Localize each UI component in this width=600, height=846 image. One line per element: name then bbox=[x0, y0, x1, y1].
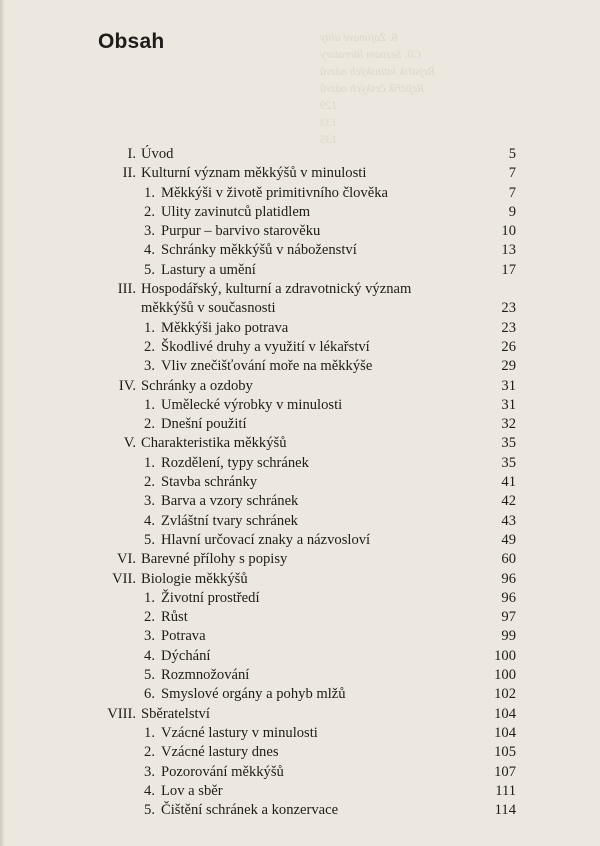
entry-number: III. bbox=[117, 281, 136, 298]
entry-page-number: 49 bbox=[501, 531, 516, 548]
entry-page-number: 35 bbox=[501, 435, 516, 452]
toc-chapter-entry bbox=[0, 705, 600, 724]
entry-number: 2. bbox=[144, 338, 155, 355]
toc-section-entry bbox=[0, 608, 600, 627]
entry-page-number: 13 bbox=[501, 242, 516, 259]
entry-page-number: 105 bbox=[494, 744, 516, 761]
entry-number: 5. bbox=[144, 667, 155, 684]
entry-page-number: 26 bbox=[501, 338, 516, 355]
toc-section-entry bbox=[0, 203, 600, 222]
toc-section-entry bbox=[0, 261, 600, 280]
toc-section-entry bbox=[0, 319, 600, 338]
entry-title: Vzácné lastury v minulosti bbox=[161, 724, 318, 741]
entry-title: Barva a vzory schránek bbox=[161, 493, 299, 510]
bleed-through-page: 135 bbox=[320, 134, 338, 146]
entry-title: Smyslové orgány a pohyb mlžů bbox=[161, 686, 346, 703]
entry-title: Charakteristika měkkýšů bbox=[141, 435, 287, 452]
toc-section-entry bbox=[0, 415, 600, 434]
entry-number: 2. bbox=[144, 416, 155, 433]
toc-section-entry bbox=[0, 241, 600, 260]
entry-number: 3. bbox=[144, 223, 155, 240]
toc-chapter-entry bbox=[0, 377, 600, 396]
toc-section-entry bbox=[0, 396, 600, 415]
entry-title: Kulturní význam měkkýšů v minulosti bbox=[141, 165, 367, 182]
entry-number: 2. bbox=[144, 609, 155, 626]
entry-page-number: 104 bbox=[494, 724, 516, 741]
entry-page-number: 100 bbox=[494, 667, 516, 684]
entry-page-number: 97 bbox=[501, 609, 516, 626]
entry-title: Měkkýši v životě primitivního člověka bbox=[161, 184, 388, 201]
entry-number: 3. bbox=[144, 628, 155, 645]
bleed-through-line: 6. Zajímavé ulity bbox=[320, 32, 398, 44]
entry-title: Životní prostředí bbox=[161, 589, 260, 606]
entry-number: 1. bbox=[144, 319, 155, 336]
entry-page-number: 41 bbox=[501, 474, 516, 491]
entry-number: 6. bbox=[144, 686, 155, 703]
entry-title: Lastury a umění bbox=[161, 261, 256, 278]
toc-section-entry bbox=[0, 666, 600, 685]
entry-page-number: 100 bbox=[494, 647, 516, 664]
entry-number: 1. bbox=[144, 589, 155, 606]
entry-number: II. bbox=[122, 165, 136, 182]
entry-page-number: 104 bbox=[494, 705, 516, 722]
toc-section-entry bbox=[0, 724, 600, 743]
entry-number: 3. bbox=[144, 493, 155, 510]
entry-title: Měkkýši jako potrava bbox=[161, 319, 289, 336]
toc-chapter-entry bbox=[0, 550, 600, 569]
entry-title: Úvod bbox=[141, 146, 174, 162]
entry-title: Dýchání bbox=[161, 647, 211, 664]
bleed-through-line: Rejstřík latinských názvů bbox=[320, 66, 435, 78]
entry-number: VI. bbox=[116, 551, 136, 568]
entry-number: 1. bbox=[144, 184, 155, 201]
bleed-through-line: Cíl. Seznam literatury bbox=[320, 49, 422, 61]
toc-section-entry bbox=[0, 473, 600, 492]
entry-title: Sběratelství bbox=[141, 705, 210, 722]
entry-page-number: 7 bbox=[508, 184, 516, 201]
entry-title: Vliv znečišťování moře na měkkýše bbox=[161, 358, 373, 375]
entry-number: 5. bbox=[144, 261, 155, 278]
entry-page-number: 31 bbox=[501, 396, 516, 413]
toc-section-entry bbox=[0, 531, 600, 550]
toc-section-entry bbox=[0, 801, 600, 820]
entry-title: Rozdělení, typy schránek bbox=[161, 454, 309, 471]
table-of-contents bbox=[0, 145, 600, 820]
entry-page-number: 5 bbox=[508, 146, 516, 162]
bleed-through-text bbox=[320, 30, 520, 149]
toc-section-entry bbox=[0, 492, 600, 511]
toc-section-entry bbox=[0, 589, 600, 608]
entry-title: Škodlivé druhy a využití v lékařství bbox=[161, 338, 370, 355]
entry-title: Dnešní použití bbox=[161, 416, 247, 433]
entry-page-number: 17 bbox=[501, 261, 516, 278]
entry-number: 5. bbox=[144, 802, 155, 819]
toc-section-entry bbox=[0, 357, 600, 376]
entry-title: Hospodářský, kulturní a zdravotnický význam měkkýšů v současnosti bbox=[141, 281, 412, 317]
bleed-through-page: 133 bbox=[320, 117, 338, 129]
entry-title: Barevné přílohy s popisy bbox=[141, 551, 288, 568]
entry-number: 1. bbox=[144, 724, 155, 741]
toc-section-entry bbox=[0, 454, 600, 473]
entry-page-number: 99 bbox=[501, 628, 516, 645]
toc-section-entry bbox=[0, 184, 600, 203]
entry-number: 4. bbox=[144, 512, 155, 529]
entry-number: 1. bbox=[144, 396, 155, 413]
bleed-through-line: Rejstřík českých názvů bbox=[320, 83, 425, 95]
entry-title: Pozorování měkkýšů bbox=[161, 763, 284, 780]
entry-page-number: 102 bbox=[494, 686, 516, 703]
bleed-through-page: 129 bbox=[320, 100, 338, 112]
entry-page-number: 7 bbox=[508, 165, 516, 182]
entry-title: Ulity zavinutců platidlem bbox=[161, 203, 311, 220]
toc-section-entry bbox=[0, 782, 600, 801]
entry-page-number: 111 bbox=[495, 782, 516, 799]
toc-chapter-entry bbox=[0, 280, 600, 319]
toc-section-entry bbox=[0, 222, 600, 241]
entry-page-number: 23 bbox=[501, 300, 516, 317]
entry-title: Stavba schránky bbox=[161, 474, 258, 491]
entry-page-number: 42 bbox=[501, 493, 516, 510]
entry-title: Růst bbox=[161, 609, 188, 626]
entry-page-number: 9 bbox=[508, 203, 516, 220]
entry-title: Potrava bbox=[161, 628, 206, 645]
entry-title: Schránky a ozdoby bbox=[141, 377, 253, 394]
entry-title: Lov a sběr bbox=[161, 782, 223, 799]
entry-page-number: 43 bbox=[501, 512, 516, 529]
entry-page-number: 60 bbox=[501, 551, 516, 568]
entry-page-number: 10 bbox=[501, 223, 516, 240]
toc-section-entry bbox=[0, 685, 600, 704]
entry-title: Schránky měkkýšů v náboženství bbox=[161, 242, 357, 259]
entry-number: 4. bbox=[144, 647, 155, 664]
entry-number: 5. bbox=[144, 531, 155, 548]
entry-title: Biologie měkkýšů bbox=[141, 570, 248, 587]
toc-section-entry bbox=[0, 647, 600, 666]
entry-page-number: 32 bbox=[501, 416, 516, 433]
entry-number: 2. bbox=[144, 474, 155, 491]
entry-page-number: 29 bbox=[501, 358, 516, 375]
entry-page-number: 35 bbox=[501, 454, 516, 471]
toc-section-entry bbox=[0, 743, 600, 762]
entry-number: 4. bbox=[144, 782, 155, 799]
entry-number: I. bbox=[127, 146, 136, 162]
entry-page-number: 107 bbox=[494, 763, 516, 780]
entry-title: Umělecké výrobky v minulosti bbox=[161, 396, 343, 413]
toc-chapter-entry bbox=[0, 145, 600, 164]
entry-number: 2. bbox=[144, 744, 155, 761]
entry-title: Hlavní určovací znaky a názvosloví bbox=[161, 531, 371, 548]
entry-number: 4. bbox=[144, 242, 155, 259]
entry-number: 3. bbox=[144, 358, 155, 375]
page-title: Obsah bbox=[98, 30, 165, 53]
toc-section-entry bbox=[0, 627, 600, 646]
entry-number: V. bbox=[123, 435, 136, 452]
entry-number: VII. bbox=[112, 570, 136, 587]
toc-chapter-entry bbox=[0, 434, 600, 453]
entry-title: Zvláštní tvary schránek bbox=[161, 512, 298, 529]
toc-section-entry bbox=[0, 512, 600, 531]
entry-title: Vzácné lastury dnes bbox=[161, 744, 279, 761]
toc-section-entry bbox=[0, 763, 600, 782]
toc-section-entry bbox=[0, 338, 600, 357]
entry-title: Rozmnožování bbox=[161, 667, 250, 684]
entry-page-number: 96 bbox=[501, 570, 516, 587]
entry-title: Purpur – barvivo starověku bbox=[161, 223, 321, 240]
entry-page-number: 114 bbox=[494, 802, 516, 819]
entry-number: 2. bbox=[144, 203, 155, 220]
entry-page-number: 23 bbox=[501, 319, 516, 336]
entry-title: Čištění schránek a konzervace bbox=[161, 802, 339, 819]
entry-number: 3. bbox=[144, 763, 155, 780]
entry-number: IV. bbox=[118, 377, 136, 394]
entry-page-number: 96 bbox=[501, 589, 516, 606]
toc-chapter-entry bbox=[0, 164, 600, 183]
toc-chapter-entry bbox=[0, 570, 600, 589]
entry-page-number: 31 bbox=[501, 377, 516, 394]
entry-number: 1. bbox=[144, 454, 155, 471]
entry-number: VIII. bbox=[107, 705, 136, 722]
